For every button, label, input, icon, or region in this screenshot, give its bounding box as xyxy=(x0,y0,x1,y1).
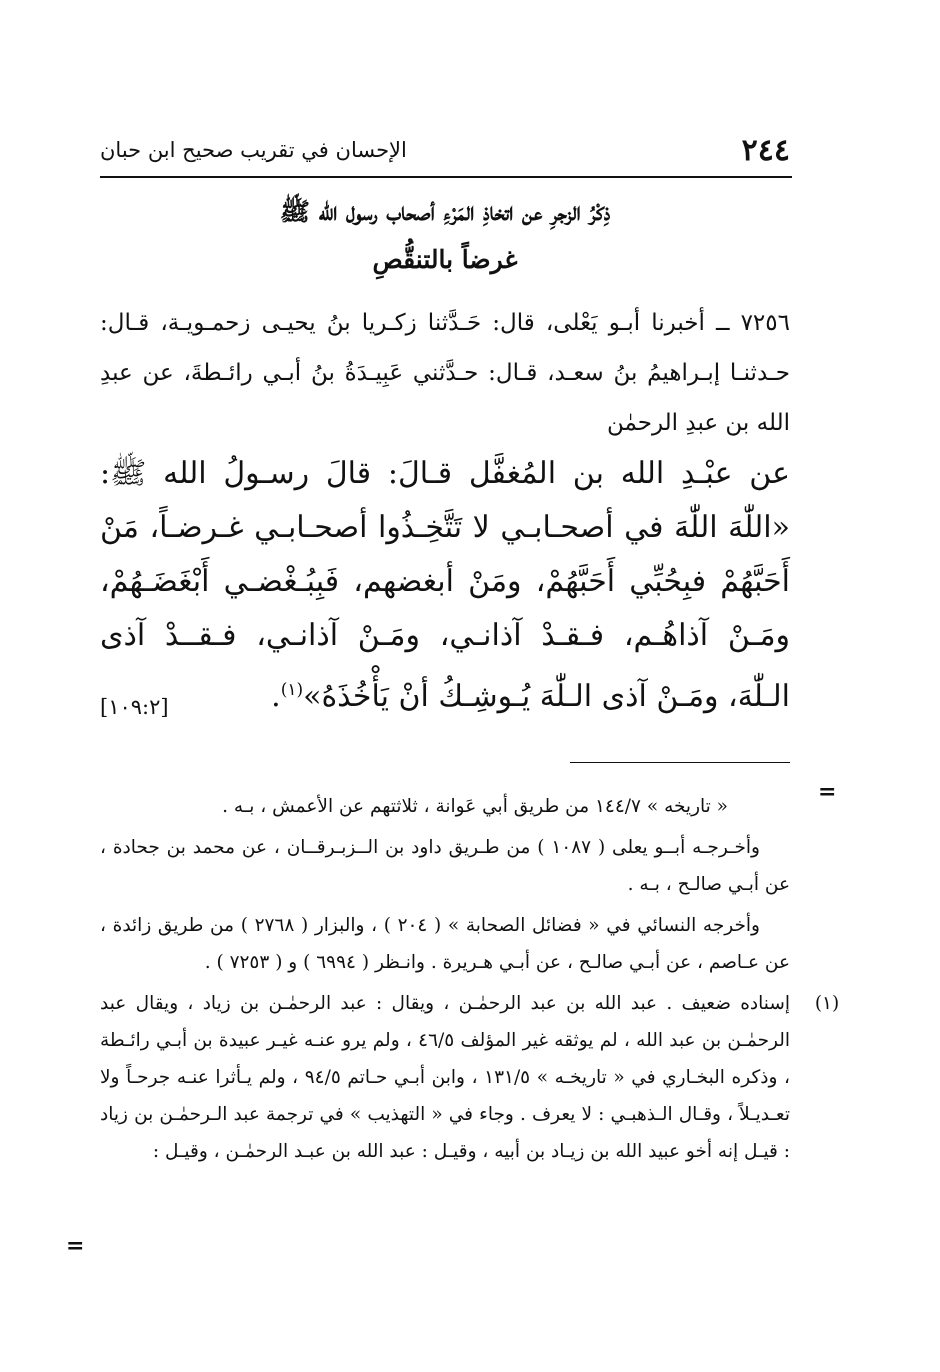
running-title: الإحسان في تقريب صحيح ابن حبان xyxy=(100,138,407,162)
footnote-1-text: إسناده ضعيف . عبد الله بن عبد الرحمٰـن ، ويقال : عبد الرحمٰـن بن زياد ، ويقال عبد الرحمٰـن بن عبد الله ، لم يوثقه غير المؤلف ٤٦/٥ ، ولم يرو عنـه غيـر عبيدة بن أبـي رائـطة ، وذكره البخـاري في « تاريخـه » ١٣١/٥ ، وابن أبـي حـاتم ٩٤/٥ ، ولم يـأثرا عنـه جرحـاً ولا تعـديـلاً ، وقـال الـذهبـي : لا يعرف . وجاء في « التهذيب » في ترجمة عبد الـرحمٰـن بن زياد : قيـل إنه أخو عبيد الله بن زيـاد بن أبيه ، وقيـل : عبد الله بن عبـد الرحمٰـن ، وقيـل : xyxy=(100,993,790,1162)
hadith-matn-end: . xyxy=(271,679,281,714)
footnotes xyxy=(100,788,840,1170)
footnote-carried-paragraph: وأخـرجـه أبــو يعلى ( ١٠٨٧ ) من طـريق داود بن الــزبـرقــان ، عن محمد بن جحادة ، عن أبـي صالـح ، بـه . xyxy=(100,837,790,895)
footnote-carried-paragraph: « تاريخه » ١٤٤/٧ من طريق أبي عَوانة ، ثلاثتهم عن الأعمش ، بـه . xyxy=(222,796,728,817)
hadith-matn-text: عن عبْـدِ الله بن المُغفَّل قـالَ: قالَ رسـولُ الله ﷺ: «اللّٰهَ اللّٰهَ في أصحـابـي لا تَتَّخِـذُوا أصحـابـي غـرضـاً، مَنْ أَحَبَّهُمْ فبِحُبِّي أَحَبَّهُمْ، ومَنْ أبغضهم، فَبِبُـغْضـي أَبْغَضَـهُمْ، ومَـنْ آذاهُـم، فـقـدْ آذانـي، ومَـنْ آذانـي، فـقــدْ آذى الـلّٰهَ، ومَـنْ آذى الـلّٰهَ يُـوشِـكُ أنْ يَأْخُذَهُ» xyxy=(100,456,790,714)
header-divider xyxy=(100,176,792,178)
footnote-divider xyxy=(570,762,790,763)
hadith-isnad: ٧٢٥٦ ــ أخبرنا أبـو يَعْلى، قال: حَـدَّثنا زكـريا بنُ يحيـى زحمـويـة، قـال: حـدثنـا إبـراهيمُ بنُ سعـد، قـال: حـدَّثني عَبِيـدَةُ بنُ أبـي رائـطةَ، عن عبدِ الله بن عبدِ الرحمٰن xyxy=(100,310,790,436)
page-header xyxy=(100,128,790,172)
footnote-marker: (١) xyxy=(280,680,304,700)
hadith-matn xyxy=(100,447,790,724)
footnote-carried-paragraph: وأخرجه النسائي في « فضائل الصحابة » ( ٢٠٤ ) ، والبزار ( ٢٧٦٨ ) من طريق زائدة ، عن عـاصم ، عن أبـي صالـح ، عن أبـي هـريرة . وانـظر ( ٦٩٩٤ ) و ( ٧٢٥٣ ) . xyxy=(100,915,790,973)
continuation-mark-top: = xyxy=(818,779,837,805)
footnote-1 xyxy=(100,985,840,1170)
hadith-reference: [١٠٩:٢] xyxy=(100,695,169,719)
chapter-title xyxy=(100,188,790,284)
footnote-1-number: (١) xyxy=(814,993,840,1014)
chapter-title-line-2: غرضاً بالتنقُّصِ xyxy=(372,245,518,274)
continuation-mark-bottom: = xyxy=(66,1233,85,1259)
page-number: ٢٤٤ xyxy=(741,132,790,168)
chapter-title-line-1: ذِكْرُ الزجرِ عن اتخاذِ المَرْءِ أصحاب رسول الله ﷺ xyxy=(279,197,611,226)
